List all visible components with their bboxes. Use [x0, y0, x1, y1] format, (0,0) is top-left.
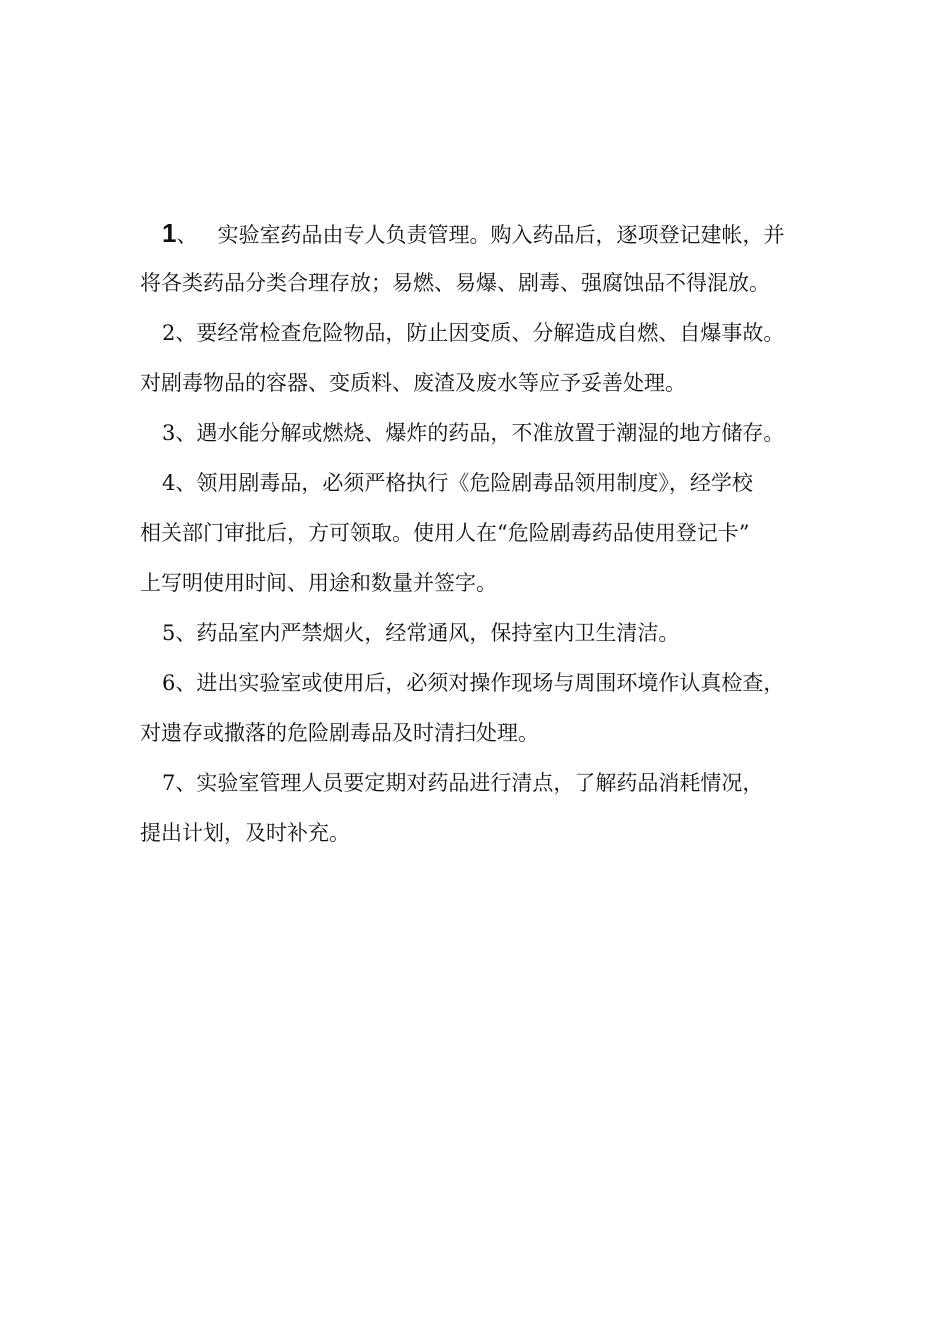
item-6-line-2: 对遗存或撒落的危险剧毒品及时清扫处理。	[140, 721, 539, 745]
item-7-line-2: 提出计划，及时补充。	[140, 821, 350, 845]
item-4-line-3: 上写明使用时间、用途和数量并签字。	[140, 571, 497, 595]
item-2-line-2: 对剧毒物品的容器、变质料、废渣及废水等应予妥善处理。	[140, 371, 686, 395]
item-4-line-2: 相关部门审批后，方可领取。使用人在“危险剧毒药品使用登记卡”	[140, 521, 750, 545]
item-2-line-1: 2、要经常检查危险物品，防止因变质、分解造成自燃、自爆事故。	[162, 321, 785, 345]
item-6-line-1: 6、进出实验室或使用后，必须对操作现场与周围环境作认真检查，	[162, 671, 785, 695]
item-1-number: 1	[162, 218, 177, 248]
item-5-line-1: 5、药品室内严禁烟火，经常通风，保持室内卫生清洁。	[162, 621, 680, 645]
item-1-separator: 、	[176, 223, 200, 247]
item-4-line-1: 4、领用剧毒品，必须严格执行《危险剧毒品领用制度》，经学校	[162, 471, 753, 495]
item-1-line-1	[162, 220, 784, 246]
item-1-line-2: 将各类药品分类合理存放；易燃、易爆、剧毒、强腐蚀品不得混放。	[140, 271, 770, 295]
item-7-line-1: 7、实验室管理人员要定期对药品进行清点，了解药品消耗情况，	[162, 771, 764, 795]
item-3-line-1: 3、遇水能分解或燃烧、爆炸的药品，不准放置于潮湿的地方储存。	[162, 421, 785, 445]
item-1-text: 实验室药品由专人负责管理。购入药品后，逐项登记建帐，并	[217, 223, 785, 247]
